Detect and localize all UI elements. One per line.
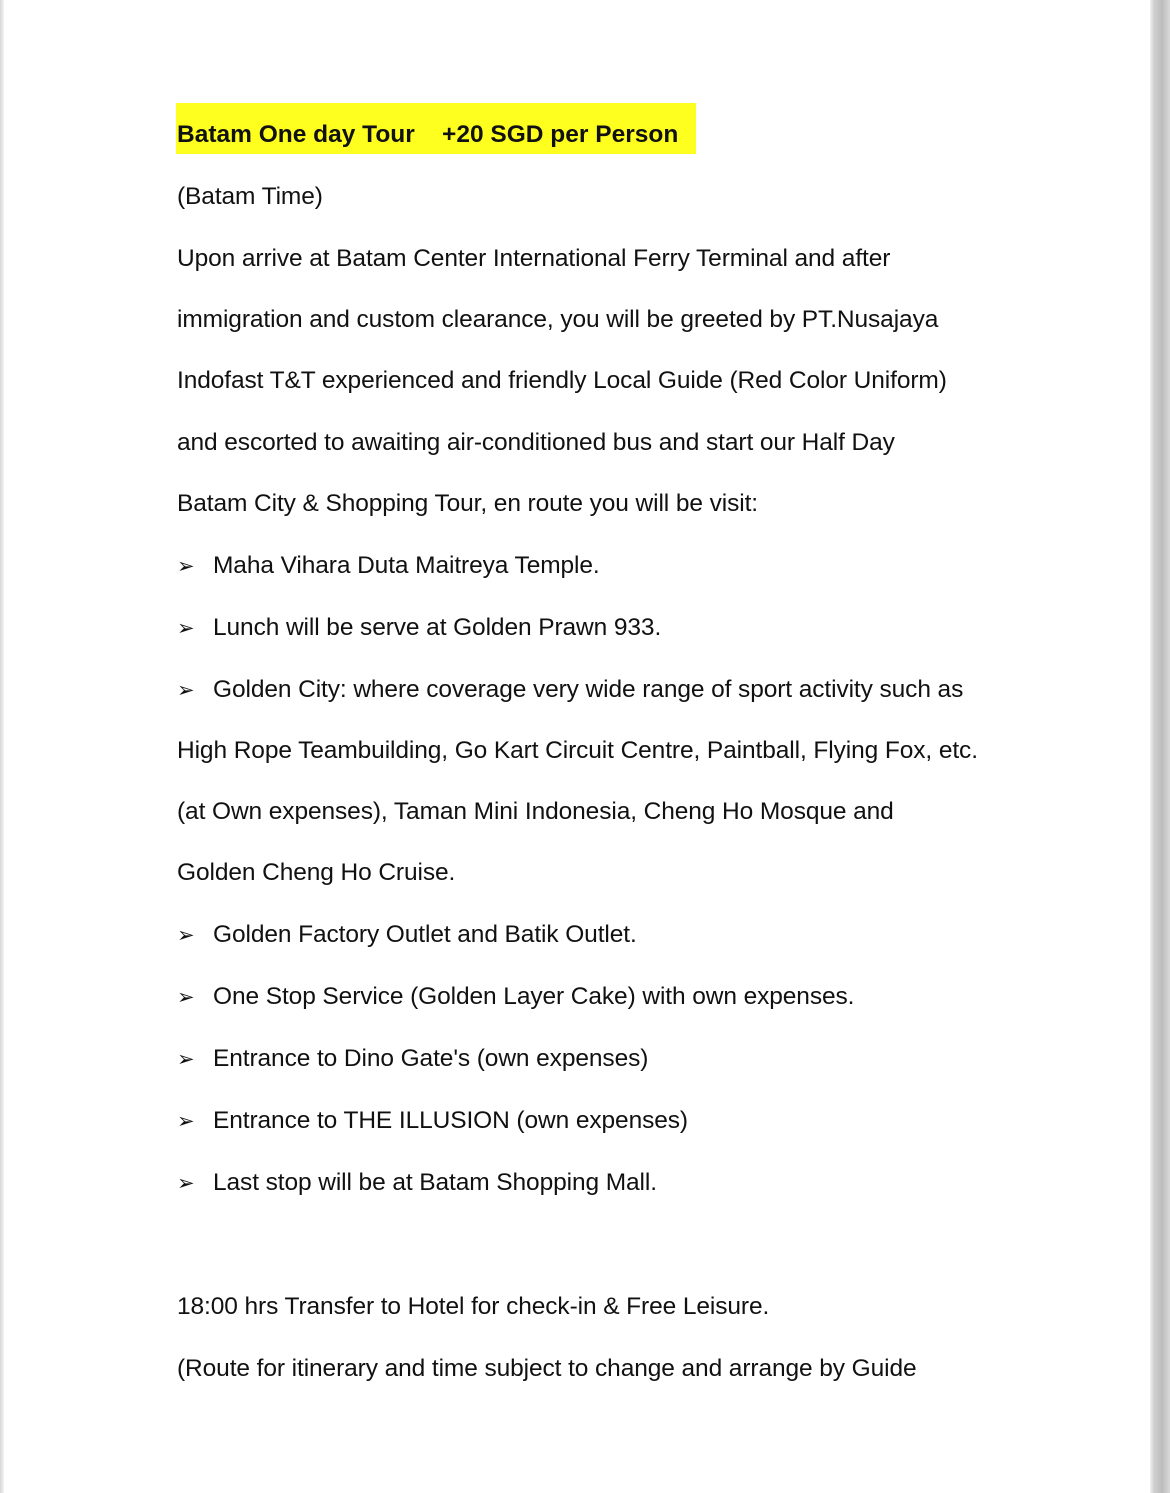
intro-line: Indofast T&T experienced and friendly Local Guide (Red Color Uniform): [177, 367, 947, 394]
list-item: [177, 613, 661, 643]
tour-price: +20 SGD per Person: [442, 121, 679, 148]
arrow-bullet-icon: ➢: [177, 1109, 195, 1133]
intro-line: Upon arrive at Batam Center International Ferry Terminal and after: [177, 245, 891, 272]
arrow-bullet-icon: ➢: [177, 616, 195, 640]
tour-name: Batam One day Tour: [177, 121, 415, 148]
list-item-text: Lunch will be serve at Golden Prawn 933.: [213, 614, 662, 641]
page-right-shadow: [1150, 0, 1170, 1493]
list-item-text: Maha Vihara Duta Maitreya Temple.: [213, 552, 600, 579]
list-item: [177, 1168, 657, 1198]
continuation-line: (at Own expenses), Taman Mini Indonesia, Cheng Ho Mosque and: [177, 798, 894, 825]
intro-line: immigration and custom clearance, you will be greeted by PT.Nusajaya: [177, 306, 939, 333]
list-item: [177, 982, 854, 1012]
list-item: [177, 1044, 648, 1074]
continuation-line: Golden Cheng Ho Cruise.: [177, 859, 456, 886]
list-item-text: Entrance to THE ILLUSION (own expenses): [213, 1107, 688, 1134]
arrow-bullet-icon: ➢: [177, 678, 195, 702]
arrow-bullet-icon: ➢: [177, 554, 195, 578]
page-left-edge: [0, 0, 4, 1493]
continuation-line: High Rope Teambuilding, Go Kart Circuit Centre, Paintball, Flying Fox, etc.: [177, 737, 978, 764]
list-item-text: One Stop Service (Golden Layer Cake) with own expenses.: [213, 983, 855, 1010]
list-item: [177, 920, 637, 950]
list-item: [177, 551, 600, 581]
list-item-text: Golden City: where coverage very wide range of sport activity such as: [213, 676, 964, 703]
list-item-text: Golden Factory Outlet and Batik Outlet.: [213, 921, 637, 948]
arrow-bullet-icon: ➢: [177, 1047, 195, 1071]
intro-line: and escorted to awaiting air-conditioned bus and start our Half Day: [177, 429, 895, 456]
list-item-text: Last stop will be at Batam Shopping Mall.: [213, 1169, 657, 1196]
arrow-bullet-icon: ➢: [177, 1171, 195, 1195]
time-note: (Batam Time): [177, 183, 323, 210]
list-item: [177, 1106, 688, 1136]
arrow-bullet-icon: ➢: [177, 985, 195, 1009]
closing-line: (Route for itinerary and time subject to change and arrange by Guide: [177, 1355, 917, 1382]
intro-line: Batam City & Shopping Tour, en route you will be visit:: [177, 490, 758, 517]
tour-title: [177, 120, 678, 150]
list-item-text: Entrance to Dino Gate's (own expenses): [213, 1045, 649, 1072]
list-item: [177, 675, 963, 705]
closing-line: 18:00 hrs Transfer to Hotel for check-in & Free Leisure.: [177, 1293, 770, 1320]
arrow-bullet-icon: ➢: [177, 923, 195, 947]
